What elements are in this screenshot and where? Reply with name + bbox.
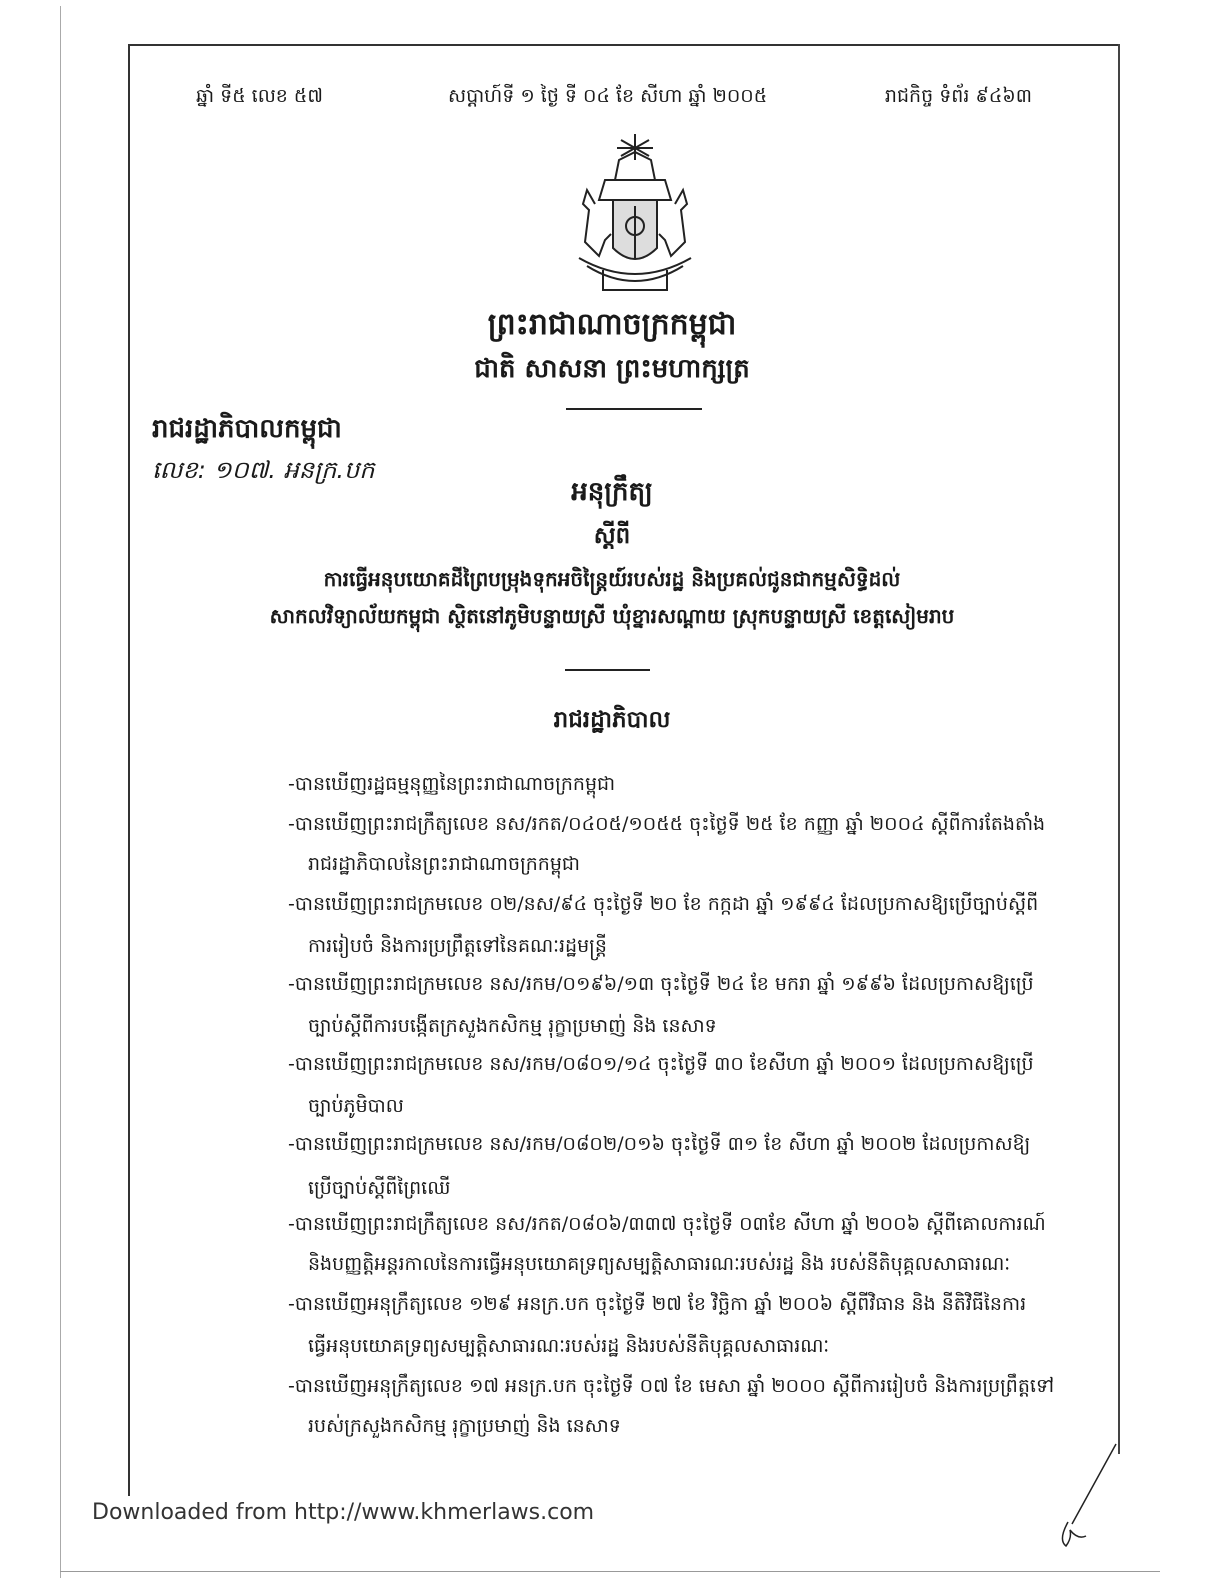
about-label: ស្តីពី <box>593 523 631 549</box>
scan-edge-bottom <box>60 1571 1160 1572</box>
body-item-7-cont: និងបញ្ញត្តិអន្តរកាលនៃការធ្វើអនុបយោគទ្រព្យសម្បត្តិសាធារណៈរបស់រដ្ឋ និង របស់នីតិបុគ្គលសាធារណៈ <box>308 1253 1011 1275</box>
document-type: អនុក្រឹត្យ <box>571 477 653 507</box>
page-border-right <box>1118 44 1120 1454</box>
gazette-date: សប្តាហ៍ទី ១ ថ្ងៃ ទី ០៤ ខែ សីហា ឆ្នាំ ២០០៥ <box>448 85 768 107</box>
page-border-top <box>128 44 1120 46</box>
body-item-3: -បានឃើញព្រះរាជក្រមលេខ ០២/នស/៩៤ ចុះថ្ងៃទី ២០ ខែ កក្កដា ឆ្នាំ ១៩៩៤ ដែលប្រកាសឱ្យប្រើច្បាប់ស្តីពី <box>288 893 1039 915</box>
body-item-2-cont: រាជរដ្ឋាភិបាលនៃព្រះរាជាណាចក្រកម្ពុជា <box>308 853 581 875</box>
download-source-footer: Downloaded from http://www.khmerlaws.com <box>92 1500 595 1525</box>
body-item-1: -បានឃើញរដ្ឋធម្មនុញ្ញនៃព្រះរាជាណាចក្រកម្ពុជា <box>288 773 616 795</box>
body-item-5: -បានឃើញព្រះរាជក្រមលេខ នស/រកម/០៨០១/១៤ ចុះថ្ងៃទី ៣០ ខែសីហា ឆ្នាំ ២០០១ ដែលប្រកាសឱ្យប្រើ <box>288 1053 1034 1075</box>
body-item-4-cont: ច្បាប់ស្តីពីការបង្កើតក្រសួងកសិកម្ម រុក្ខាប្រមាញ់ និង នេសាទ <box>308 1015 717 1037</box>
gazette-page: រាជកិច្ច ទំព័រ ៩៤៦៣ <box>884 85 1032 107</box>
motto-divider <box>566 408 702 410</box>
body-item-8-cont: ធ្វើអនុបយោគទ្រព្យសម្បត្តិសាធារណៈរបស់រដ្ឋ និងរបស់នីតិបុគ្គលសាធារណៈ <box>308 1335 830 1357</box>
body-item-2: -បានឃើញព្រះរាជក្រឹត្យលេខ នស/រកត/០៤០៥/១០៥៥ ចុះថ្ងៃទី ២៥ ខែ កញ្ញា ឆ្នាំ ២០០៤ ស្តីពីការតែងតាំង <box>288 813 1046 835</box>
national-motto: ជាតិ សាសនា ព្រះមហាក្សត្រ <box>474 354 750 384</box>
gazette-header <box>196 84 1032 114</box>
body-item-9-cont: របស់ក្រសួងកសិកម្ម រុក្ខាប្រមាញ់ និង នេសាទ <box>308 1415 621 1437</box>
subject-divider <box>565 669 650 671</box>
gazette-issue: ឆ្នាំ ទី៥ លេខ ៥៧ <box>196 85 323 107</box>
body-item-6-cont: ប្រើច្បាប់ស្តីពីព្រៃឈើ <box>308 1177 451 1199</box>
page-border-left <box>128 44 130 1496</box>
body-item-8: -បានឃើញអនុក្រឹត្យលេខ ១២៩ អនក្រ.បក ចុះថ្ងៃទី ២៧ ខែ វិច្ឆិកា ឆ្នាំ ២០០៦ ស្តីពីវិធាន និង នីតិវិធីនៃការ <box>288 1293 1027 1315</box>
subject-line-1: ការធ្វើអនុបយោគដីព្រៃបម្រុងទុកអចិន្ត្រៃយ៍របស់រដ្ឋ និងប្រគល់ជូនជាកម្មសិទ្ធិដល់ <box>323 567 901 591</box>
body-item-4: -បានឃើញព្រះរាជក្រមលេខ នស/រកម/០១៩៦/១៣ ចុះថ្ងៃទី ២៤ ខែ មករា ឆ្នាំ ១៩៩៦ ដែលប្រកាសឱ្យប្រើ <box>288 973 1034 995</box>
issuing-body: រាជរដ្ឋាភិបាលកម្ពុជា <box>152 414 342 444</box>
kingdom-title: ព្រះរាជាណាចក្រកម្ពុជា <box>487 307 737 342</box>
body-item-6: -បានឃើញព្រះរាជក្រមលេខ នស/រកម/០៨០២/០១៦ ចុះថ្ងៃទី ៣១ ខែ សីហា ឆ្នាំ ២០០២ ដែលប្រកាសឱ្យ <box>288 1133 1031 1155</box>
body-item-5-cont: ច្បាប់ភូមិបាល <box>308 1095 404 1117</box>
subject-line-2: សាកលវិទ្យាល័យកម្ពុជា ស្ថិតនៅភូមិបន្ទាយស្រី ឃុំខ្នារសណ្តាយ ស្រុកបន្ទាយស្រី ខេត្តសៀមរាប <box>269 604 955 628</box>
initials-signature <box>1050 1440 1130 1550</box>
scan-edge-left <box>60 6 61 1578</box>
royal-coat-of-arms-emblem <box>555 130 715 300</box>
government-heading: រាជរដ្ឋាភិបាល <box>553 707 671 733</box>
document-number: លេខ: ១០៧. អនក្រ.បក <box>152 456 375 484</box>
body-item-3-cont: ការរៀបចំ និងការប្រព្រឹត្តទៅនៃគណៈរដ្ឋមន្ត្រី <box>308 935 607 957</box>
body-item-7: -បានឃើញព្រះរាជក្រឹត្យលេខ នស/រកត/០៨០៦/៣៣៧ ចុះថ្ងៃទី ០៣ខែ សីហា ឆ្នាំ ២០០៦ ស្តីពីគោលការណ៍ <box>288 1213 1046 1235</box>
body-item-9: -បានឃើញអនុក្រឹត្យលេខ ១៧ អនក្រ.បក ចុះថ្ងៃទី ០៧ ខែ មេសា ឆ្នាំ ២០០០ ស្តីពីការរៀបចំ និងការប្រព្រឹត្តទៅ <box>288 1375 1055 1397</box>
